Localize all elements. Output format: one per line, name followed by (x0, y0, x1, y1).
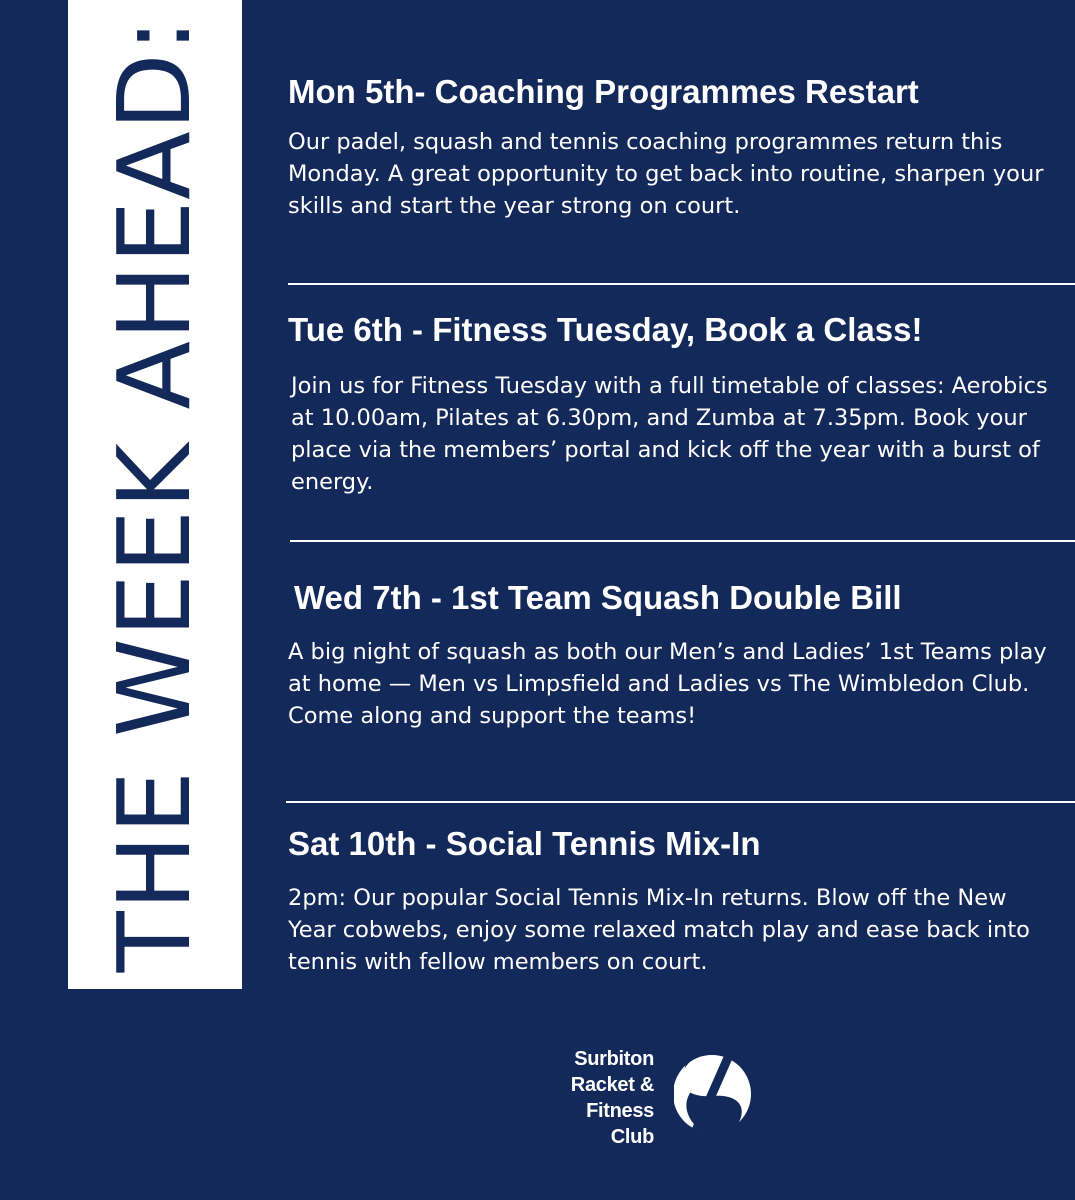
side-banner (68, 0, 242, 989)
divider (286, 801, 1075, 803)
event-saturday (288, 824, 1058, 978)
event-wednesday (288, 578, 1058, 732)
event-description: Our padel, squash and tennis coaching programmes return this Monday. A great opportunity to get back into routine, sharpen your skills and start the year strong on court. (288, 128, 1044, 219)
event-description: 2pm: Our popular Social Tennis Mix-In returns. Blow off the New Year cobwebs, enjoy some relaxed match play and ease back into tennis with fellow members on court. (288, 884, 1030, 975)
logo-line: Fitness (586, 1100, 654, 1122)
event-title: Mon 5th- Coaching Programmes Restart (288, 73, 919, 110)
event-monday (288, 72, 1058, 222)
divider (290, 540, 1075, 542)
event-description: Join us for Fitness Tuesday with a full timetable of classes: Aerobics at 10.00am, Pilates at 6.30pm, and Zumba at 7.35pm. Book your place via the members’ portal and kick off the year with a burst of energy. (291, 372, 1048, 495)
logo-line: Surbiton (574, 1048, 654, 1070)
event-title: Sat 10th - Social Tennis Mix-In (288, 825, 761, 862)
club-logo (548, 1040, 758, 1150)
event-title: Wed 7th - 1st Team Squash Double Bill (294, 579, 902, 616)
event-title: Tue 6th - Fitness Tuesday, Book a Class! (288, 311, 923, 348)
divider (288, 283, 1075, 285)
week-ahead-title: THE WEEK AHEAD: (96, 17, 213, 972)
logo-line: Club (610, 1126, 654, 1148)
slashed-s-logo-icon (672, 1040, 752, 1148)
event-description: A big night of squash as both our Men’s and Ladies’ 1st Teams play at home — Men vs Limpsfield and Ladies vs The Wimbledon Club. Come along and support the teams! (288, 638, 1047, 729)
logo-line: Racket & (570, 1074, 654, 1096)
logo-wordmark (571, 1046, 654, 1150)
event-tuesday (288, 310, 1058, 498)
